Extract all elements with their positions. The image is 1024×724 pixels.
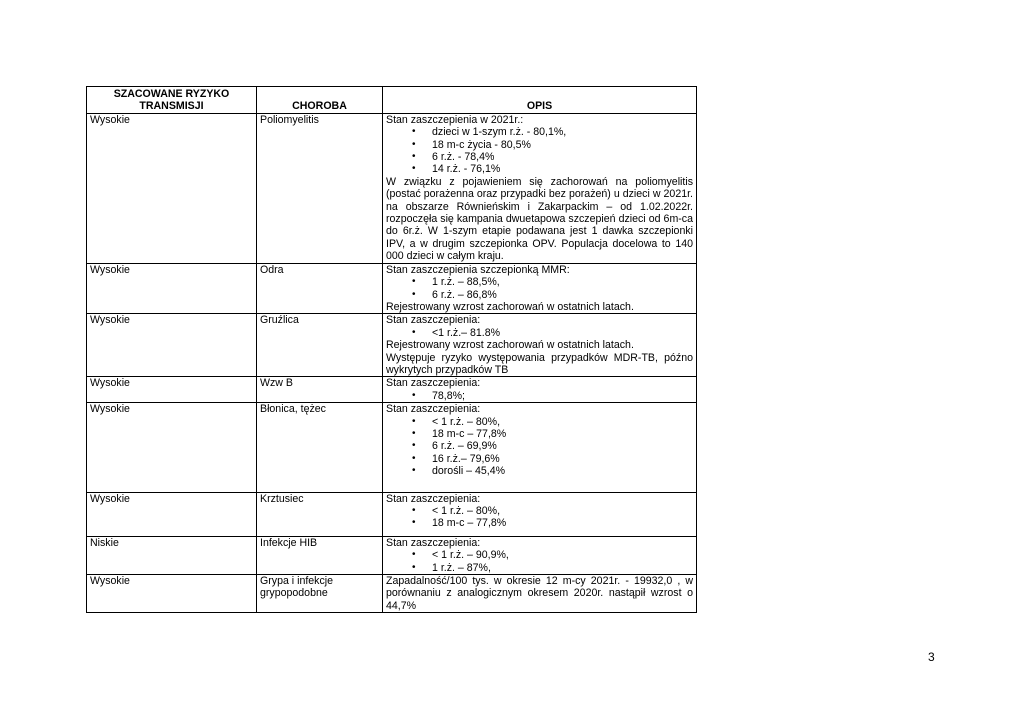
header-disease: CHOROBA — [257, 87, 383, 114]
table-row — [87, 263, 697, 314]
disease-cell: Poliomyelitis — [257, 113, 383, 263]
disease-cell: Błonica, tężec — [257, 403, 383, 492]
table-row — [87, 536, 697, 574]
description-note: Rejestrowany wzrost zachorowań w ostatnich latach. — [386, 300, 634, 313]
risk-cell: Wysokie — [87, 377, 257, 403]
bullet-list — [386, 549, 693, 574]
disease-cell: Grypa i infekcje grypopodobne — [257, 575, 383, 613]
disease-cell: Infekcje HIB — [257, 536, 383, 574]
description-note: Rejestrowany wzrost zachorowań w ostatnich latach. — [386, 339, 634, 352]
bullet-list — [386, 390, 693, 402]
risk-cell: Wysokie — [87, 314, 257, 377]
list-item: • 14 r.ż. - 76,1% — [432, 163, 693, 175]
description-cell — [383, 314, 697, 377]
description-intro: Stan zaszczepienia szczepionką MMR: — [386, 263, 570, 276]
list-item: • 18 m-c – 77,8% — [432, 428, 693, 440]
description-note-2: Występuje ryzyko występowania przypadków MDR-TB, późno wykrytych przypadków TB — [386, 351, 693, 376]
description-cell — [383, 492, 697, 536]
header-description: OPIS — [383, 87, 697, 114]
description-cell — [383, 263, 697, 314]
risk-cell: Wysokie — [87, 263, 257, 314]
bullet-list — [386, 416, 693, 478]
list-item: • < 1 r.ż. – 90,9%, — [432, 549, 693, 561]
table-header-row — [87, 87, 697, 114]
description-cell — [383, 536, 697, 574]
description-intro: Stan zaszczepienia: — [386, 492, 481, 505]
list-item: • 6 r.ż. – 69,9% — [432, 440, 693, 452]
risk-cell: Wysokie — [87, 492, 257, 536]
table-row — [87, 113, 697, 263]
description-cell — [383, 575, 697, 613]
list-item: • 78,8%; — [432, 390, 693, 402]
bullet-list — [386, 276, 693, 301]
risk-cell: Niskie — [87, 536, 257, 574]
list-item: • 1 r.ż. – 87%, — [432, 562, 693, 574]
header-risk: SZACOWANE RYZYKO TRANSMISJI — [87, 87, 257, 114]
page-number: 3 — [928, 650, 935, 664]
description-note: Zapadalność/100 tys. w okresie 12 m-cy 2021r. - 19932,0 , w porównaniu z analogicznym okresem 2020r. nastąpił wzrost o 44,7% — [386, 575, 693, 612]
risk-cell: Wysokie — [87, 403, 257, 492]
list-item: • 1 r.ż. – 88,5%, — [432, 276, 693, 288]
bullet-list — [386, 327, 693, 339]
list-item: • <1 r.ż.– 81.8% — [432, 327, 693, 339]
list-item: • 18 m-c życia - 80,5% — [432, 139, 693, 151]
list-item: • dzieci w 1-szym r.ż. - 80,1%, — [432, 126, 693, 138]
description-intro: Stan zaszczepienia: — [386, 403, 481, 416]
description-intro: Stan zaszczepienia: — [386, 377, 481, 390]
table-row — [87, 575, 697, 613]
table-row — [87, 314, 697, 377]
table-row — [87, 377, 697, 403]
bullet-list — [386, 126, 693, 176]
bullet-list — [386, 505, 693, 530]
disease-cell: Wzw B — [257, 377, 383, 403]
description-note: W związku z pojawieniem się zachorowań na poliomyelitis (postać porażenna oraz przypadki bez porażeń) u dzieci w 2021r. na obszarze Równieńskim i Zakarpackim – od 1.02.2022r. rozpoczęła się kampania dwuetapowa szczepień dzieci od 6m-ca do 6r.ż. W 1-szym etapie podawana jest 1 dawka szczepionki IPV, a w drugim szczepionka OPV. Populacja docelowa to 140 000 dzieci w całym kraju. — [386, 175, 693, 263]
disease-cell: Gruźlica — [257, 314, 383, 377]
disease-cell: Krztusiec — [257, 492, 383, 536]
table-row — [87, 403, 697, 492]
description-cell — [383, 113, 697, 263]
description-cell — [383, 377, 697, 403]
description-intro: Stan zaszczepienia: — [386, 314, 481, 327]
list-item: • 16 r.ż.– 79,6% — [432, 453, 693, 465]
list-item: • < 1 r.ż. – 80%, — [432, 505, 693, 517]
list-item: • 6 r.ż. - 78,4% — [432, 151, 693, 163]
risk-cell: Wysokie — [87, 113, 257, 263]
description-cell — [383, 403, 697, 492]
description-intro: Stan zaszczepienia: — [386, 536, 481, 549]
list-item: • < 1 r.ż. – 80%, — [432, 416, 693, 428]
risk-cell: Wysokie — [87, 575, 257, 613]
list-item: • 6 r.ż. – 86,8% — [432, 289, 693, 301]
disease-cell: Odra — [257, 263, 383, 314]
table-row — [87, 492, 697, 536]
list-item: • 18 m-c – 77,8% — [432, 517, 693, 529]
transmission-risk-table — [86, 86, 697, 613]
description-intro: Stan zaszczepienia w 2021r.: — [386, 113, 524, 126]
list-item: • dorośli – 45,4% — [432, 465, 693, 477]
